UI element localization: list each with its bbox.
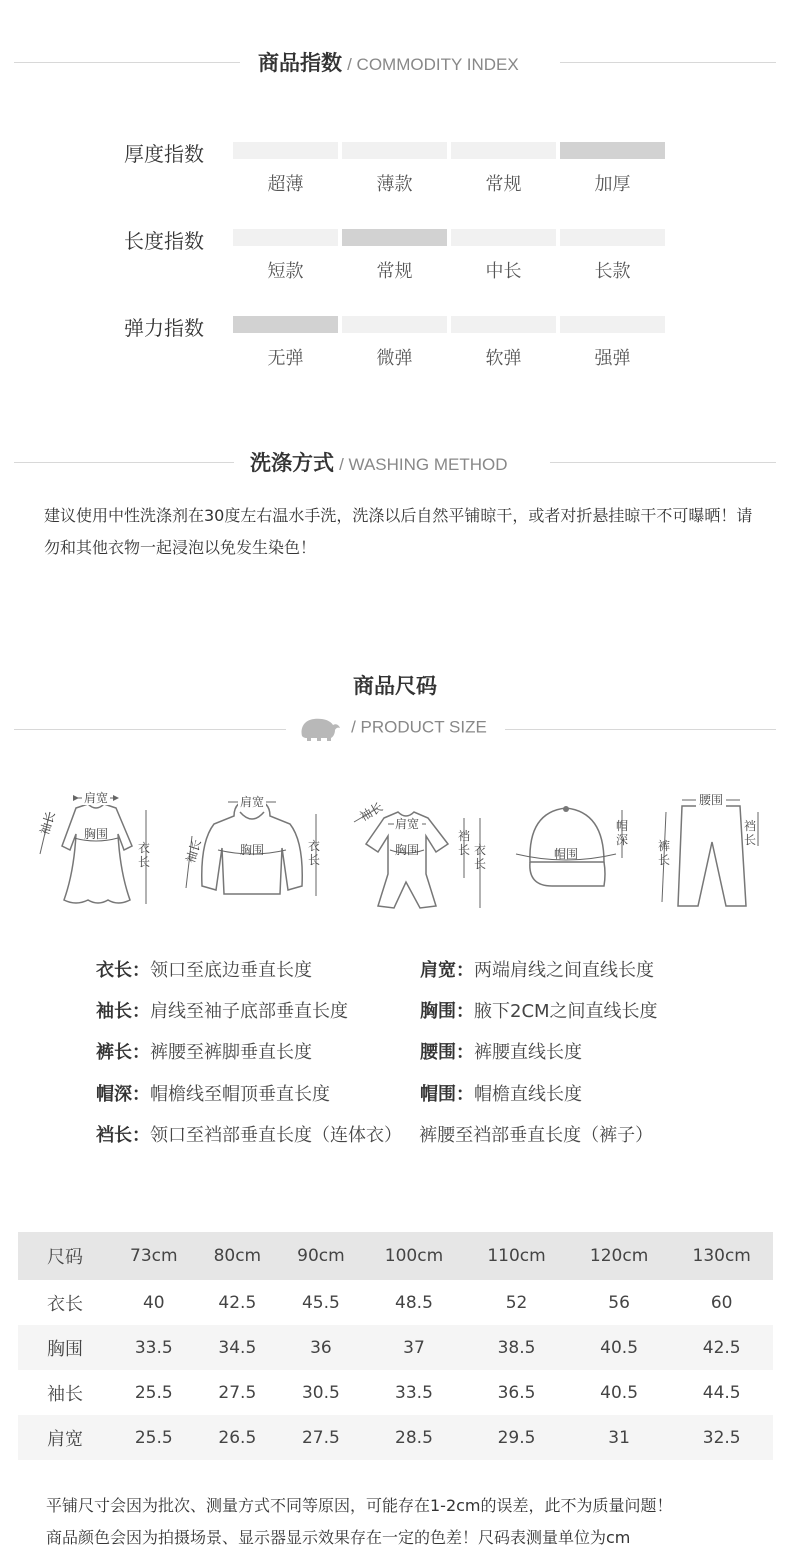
legend-key: 帽围： (420, 1084, 474, 1105)
table-cell: 56 (608, 1292, 630, 1313)
legend-value: 帽檐直线长度 (474, 1084, 582, 1105)
dress-chest-label: 胸围 (83, 827, 109, 841)
table-header-cell: 130cm (692, 1246, 751, 1266)
legend-item (420, 1080, 582, 1106)
table-cell: 44.5 (702, 1382, 741, 1403)
washing-title-en: / WASHING METHOD (339, 455, 508, 474)
table-cell: 34.5 (218, 1337, 257, 1358)
hoodie-shoulder-label: 肩宽 (239, 795, 265, 809)
table-cell: 38.5 (497, 1337, 536, 1358)
legend-value: 两端肩线之间直线长度 (474, 960, 654, 981)
pants-crotch-char: 裆 (744, 819, 757, 833)
legend-key: 衣长： (96, 960, 150, 981)
washing-header (0, 447, 790, 477)
table-header-cell: 尺码 (47, 1247, 83, 1268)
index-bar (451, 229, 556, 246)
index-bar (233, 316, 338, 333)
legend-key: 裆长： (96, 1125, 150, 1146)
note-line: 平铺尺寸会因为批次、测量方式不同等原因，可能存在1-2cm的误差，此不为质量问题！ (46, 1496, 673, 1515)
table-cell: 27.5 (301, 1427, 340, 1448)
legend-key: 胸围： (420, 1001, 474, 1022)
legend-item (420, 997, 658, 1023)
table-cell: 37 (403, 1337, 425, 1358)
romper-shoulder-label: 肩宽 (394, 817, 420, 831)
table-cell: 袖长 (47, 1383, 83, 1405)
index-label: 长度指数 (124, 229, 204, 253)
note-line: 商品颜色会因为拍摄场景、显示器显示效果存在一定的色差！尺码表测量单位为cm (46, 1528, 631, 1546)
legend-value: 裤腰直线长度 (474, 1042, 582, 1063)
legend-item (420, 956, 654, 982)
table-row (18, 1370, 773, 1415)
table-body (18, 1280, 773, 1460)
legend-item (420, 1038, 582, 1064)
table-cell: 48.5 (395, 1292, 433, 1313)
table-cell: 36.5 (497, 1382, 536, 1403)
table-cell: 25.5 (134, 1382, 173, 1403)
legend-item (96, 1121, 653, 1147)
header-line-right (560, 62, 776, 63)
index-option: 无弹 (267, 348, 304, 369)
table-header-row (18, 1232, 773, 1280)
index-option: 中长 (485, 261, 522, 282)
table-header-cell: 110cm (487, 1246, 546, 1266)
index-option: 长款 (594, 261, 631, 282)
hoodie-diagram (178, 782, 328, 912)
pants-waist-label: 腰围 (698, 793, 724, 807)
washing-title (250, 447, 508, 477)
index-row (0, 225, 790, 285)
dress-diagram (28, 782, 168, 912)
table-row (18, 1325, 773, 1370)
legend-key: 裤长： (96, 1042, 150, 1063)
header-line-right (550, 462, 776, 463)
table-header-cell: 73cm (130, 1246, 178, 1266)
header-line-right (505, 729, 776, 730)
table-row (18, 1280, 773, 1325)
hoodie-length-label (308, 839, 320, 867)
hoodie-chest-label: 胸围 (239, 843, 265, 857)
table-header-cell: 90cm (297, 1246, 345, 1266)
table-cell: 40.5 (600, 1382, 639, 1403)
hat-diagram (508, 782, 638, 912)
romper-diagram (344, 782, 494, 912)
commodity-index-title (258, 47, 519, 77)
legend-value: 帽檐线至帽顶垂直长度 (150, 1084, 330, 1105)
legend-value: 领口至底边垂直长度 (150, 960, 312, 981)
romper-length-label (474, 843, 486, 871)
hat-depth-label (616, 818, 628, 847)
table-cell: 胸围 (47, 1338, 83, 1360)
index-bar (342, 229, 447, 246)
table-cell: 29.5 (497, 1427, 536, 1448)
index-option: 常规 (485, 174, 522, 195)
romper-length-char: 衣 (474, 843, 487, 857)
index-row (0, 312, 790, 372)
product-size-title (296, 714, 487, 742)
legend-key: 肩宽： (420, 960, 474, 981)
table-cell: 42.5 (702, 1337, 741, 1358)
table-cell: 32.5 (702, 1427, 741, 1448)
pants-crotch-label (744, 818, 756, 847)
size-table (18, 1232, 773, 1460)
table-cell: 40.5 (600, 1337, 639, 1358)
pants-length-char: 裤 (658, 839, 671, 853)
table-row (18, 1415, 773, 1460)
table-cell: 31 (608, 1427, 630, 1448)
dress-length-char: 衣 (138, 841, 151, 855)
header-line-left (14, 462, 234, 463)
romper-sleeve-label: 袖长 (357, 799, 386, 824)
index-bar (342, 316, 447, 333)
table-cell: 肩宽 (47, 1428, 83, 1450)
hat-circ-label: 帽围 (553, 847, 579, 861)
commodity-index-title-en: / COMMODITY INDEX (347, 55, 519, 74)
table-cell: 60 (710, 1292, 733, 1313)
dress-shoulder-label: 肩宽 (83, 791, 109, 805)
hoodie-length-char: 衣 (308, 839, 321, 853)
table-cell: 25.5 (134, 1427, 173, 1448)
pants-length-label (658, 839, 670, 867)
table-cell: 45.5 (301, 1292, 340, 1313)
table-cell: 33.5 (134, 1337, 173, 1358)
index-option: 软弹 (485, 348, 522, 369)
product-size-title-en: / PRODUCT SIZE (351, 717, 487, 737)
dress-sleeve-label: 袖长 (37, 809, 58, 837)
pants-crotch-char: 长 (744, 833, 757, 847)
legend-key: 袖长： (96, 1001, 150, 1022)
hoodie-sleeve-label: 袖长 (183, 837, 204, 865)
index-option: 薄款 (376, 174, 413, 195)
legend-key: 腰围： (420, 1042, 474, 1063)
hoodie-length-char: 长 (308, 853, 321, 867)
legend-item (96, 956, 312, 982)
commodity-index-title-cn: 商品指数 (258, 51, 342, 75)
romper-chest-label: 胸围 (394, 843, 420, 857)
commodity-index-header (0, 47, 790, 77)
legend-value: 领口至裆部垂直长度（连体衣） 裤腰至裆部垂直长度（裤子） (150, 1125, 654, 1146)
dress-length-label (138, 841, 150, 869)
index-option: 短款 (267, 261, 304, 282)
washing-text: 建议使用中性洗涤剂在30度左右温水手洗，洗涤以后自然平铺晾干，或者对折悬挂晾干不可曝晒！请勿和其他衣物一起浸泡以免发生染色！ (44, 506, 753, 557)
elephant-icon (296, 714, 342, 742)
index-row (0, 138, 790, 198)
table-cell: 28.5 (395, 1427, 433, 1448)
table-cell: 40 (142, 1292, 165, 1313)
index-option: 超薄 (267, 174, 304, 195)
table-header-cell: 120cm (589, 1246, 649, 1266)
product-size-header (0, 714, 790, 744)
index-bar (233, 229, 338, 246)
index-label: 厚度指数 (124, 142, 204, 166)
table-header-cell: 100cm (384, 1246, 444, 1266)
index-bar (451, 316, 556, 333)
index-bar (560, 229, 665, 246)
legend-value: 肩线至袖子底部垂直长度 (150, 1001, 348, 1022)
legend-item (96, 997, 348, 1023)
table-header-cell: 80cm (213, 1246, 262, 1266)
index-option: 强弹 (594, 348, 631, 369)
table-cell: 42.5 (218, 1292, 257, 1313)
pants-diagram (652, 782, 772, 912)
index-option: 加厚 (594, 174, 631, 195)
legend-key: 帽深： (96, 1084, 150, 1105)
legend-item (96, 1080, 330, 1106)
legend-value: 腋下2CM之间直线长度 (474, 1001, 658, 1022)
table-cell: 26.5 (218, 1427, 257, 1448)
header-line-left (14, 729, 286, 730)
table-cell: 36 (310, 1337, 332, 1358)
legend-value: 裤腰至裤脚垂直长度 (150, 1042, 312, 1063)
table-cell: 30.5 (301, 1382, 340, 1403)
index-bar (560, 316, 665, 333)
header-line-left (14, 62, 240, 63)
index-bar (451, 142, 556, 159)
pants-length-char: 长 (658, 853, 671, 867)
hat-depth-char: 帽 (616, 819, 629, 833)
washing-title-cn: 洗涤方式 (250, 451, 334, 475)
index-option: 微弹 (376, 348, 413, 369)
index-bar (342, 142, 447, 159)
index-bar (233, 142, 338, 159)
hat-depth-char: 深 (616, 833, 629, 847)
size-notes (46, 1490, 766, 1546)
table-cell: 27.5 (218, 1382, 257, 1403)
index-bar (560, 142, 665, 159)
table-cell: 33.5 (395, 1382, 433, 1403)
index-label: 弹力指数 (124, 316, 204, 340)
romper-crotch-char: 裆 (458, 829, 471, 843)
romper-length-char: 长 (474, 857, 487, 871)
table-cell: 衣长 (47, 1293, 83, 1315)
dress-length-char: 长 (138, 855, 151, 869)
index-option: 常规 (376, 261, 413, 282)
product-size-title-cn: 商品尺码 (353, 674, 437, 698)
romper-crotch-char: 长 (458, 843, 471, 857)
romper-crotch-label (458, 828, 470, 857)
table-cell: 52 (505, 1292, 528, 1313)
legend-item (96, 1038, 312, 1064)
